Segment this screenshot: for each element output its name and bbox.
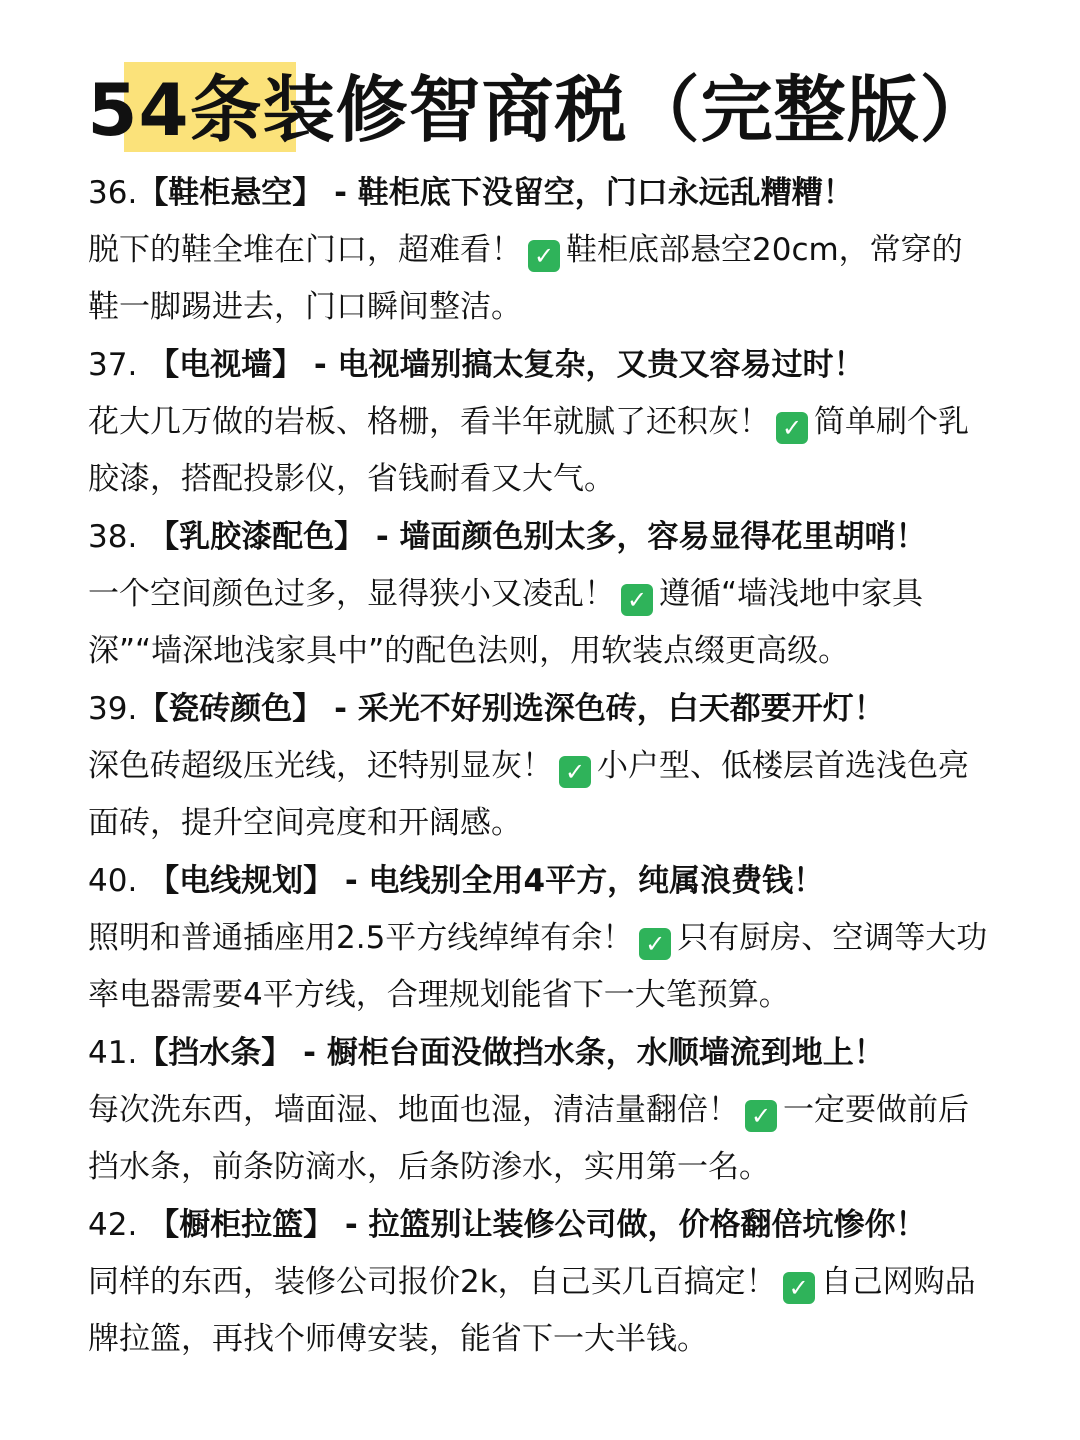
page-title: 54条装修智商税（完整版） [87,68,993,152]
item-headline: - 鞋柜底下没留空，门口永远乱糟糟！ [323,175,854,211]
list-item [88,1196,988,1368]
item-headline: - 橱柜台面没做挡水条，水顺墙流到地上！ [292,1035,885,1071]
item-tag: 【电线规划】 [137,863,335,899]
item-tag: 【乳胶漆配色】 [137,519,366,555]
item-body [88,1254,988,1368]
item-problem: 花大几万做的岩板、格栅，看半年就腻了还积灰！ [88,404,770,440]
item-body [88,738,988,852]
item-solution: 一定要做前后挡水条，前条防滴水，后条防渗水，实用第一名。 [88,1092,969,1185]
item-headline: - 拉篮别让装修公司做，价格翻倍坑惨你！ [334,1207,927,1243]
item-heading [88,680,988,738]
item-headline: - 墙面颜色别太多，容易显得花里胡哨！ [365,519,927,555]
item-heading [88,1196,988,1254]
item-tag: 【挡水条】 [137,1035,293,1071]
item-number: 37. [88,347,138,383]
item-number: 38. [88,519,138,555]
check-mark-icon: ✓ [776,412,808,444]
check-mark-icon: ✓ [639,928,671,960]
check-mark-icon: ✓ [621,584,653,616]
item-body [88,910,988,1024]
item-heading [88,852,988,910]
item-number: 40. [88,863,138,899]
item-number: 36. [88,175,138,211]
item-heading [88,1024,988,1082]
item-problem: 一个空间颜色过多，显得狭小又凌乱！ [88,576,615,612]
item-headline: - 采光不好别选深色砖，白天都要开灯！ [323,691,885,727]
check-mark-icon: ✓ [745,1100,777,1132]
list-item [88,336,988,508]
item-heading [88,164,988,222]
item-body [88,222,988,336]
item-problem: 每次洗东西，墙面湿、地面也湿，清洁量翻倍！ [88,1092,739,1128]
item-tag: 【电视墙】 [137,347,304,383]
check-mark-icon: ✓ [528,240,560,272]
check-mark-icon: ✓ [783,1272,815,1304]
item-solution: 遵循“墙浅地中家具深”“墙深地浅家具中”的配色法则，用软装点缀更高级。 [88,576,924,669]
list-item [88,680,988,852]
check-mark-icon: ✓ [559,756,591,788]
item-headline: - 电视墙别搞太复杂，又贵又容易过时！ [303,347,865,383]
item-tag: 【橱柜拉篮】 [137,1207,335,1243]
item-number: 42. [88,1207,138,1243]
item-tag: 【鞋柜悬空】 [137,175,324,211]
item-number: 39. [88,691,138,727]
list-item [88,508,988,680]
item-tag: 【瓷砖颜色】 [137,691,324,727]
item-heading [88,508,988,566]
item-solution: 简单刷个乳胶漆，搭配投影仪，省钱耐看又大气。 [88,404,969,497]
item-solution: 只有厨房、空调等大功率电器需要4平方线，合理规划能省下一大笔预算。 [88,920,988,1013]
title-wrap [0,62,1080,158]
item-solution: 小户型、低楼层首选浅色亮面砖，提升空间亮度和开阔感。 [88,748,969,841]
item-solution: 鞋柜底部悬空20cm，常穿的鞋一脚踢进去，门口瞬间整洁。 [88,232,963,325]
item-number: 41. [88,1035,138,1071]
item-solution: 自己网购品牌拉篮，再找个师傅安装，能省下一大半钱。 [88,1264,976,1357]
item-problem: 同样的东西，装修公司报价2k，自己买几百搞定！ [88,1264,777,1300]
item-problem: 脱下的鞋全堆在门口，超难看！ [88,232,522,268]
item-problem: 照明和普通插座用2.5平方线绰绰有余！ [88,920,634,956]
item-body [88,394,988,508]
content [88,164,988,1368]
item-body [88,1082,988,1196]
item-heading [88,336,988,394]
item-problem: 深色砖超级压光线，还特别显灰！ [88,748,553,784]
item-headline: - 电线别全用4平方，纯属浪费钱！ [334,863,825,899]
list-item [88,1024,988,1196]
item-body [88,566,988,680]
list-item [88,852,988,1024]
list-item [88,164,988,336]
